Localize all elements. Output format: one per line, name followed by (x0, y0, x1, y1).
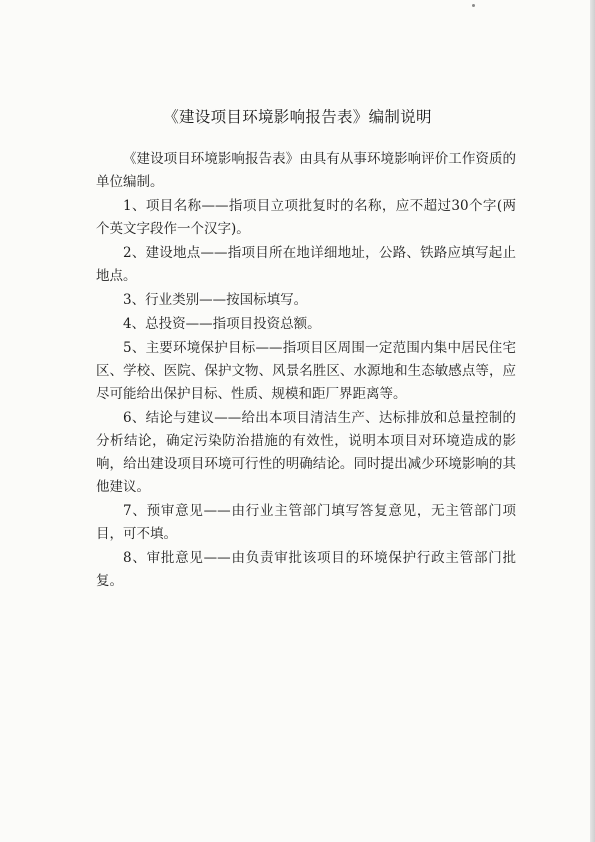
page-title: 《建设项目环境影响报告表》编制说明 (163, 108, 432, 126)
document-body (96, 148, 516, 593)
item-project-name: 1、项目名称——指项目立项批复时的名称，应不超过30个字(两个英文字段作一个汉字)。 (96, 198, 516, 237)
scan-speck (472, 4, 475, 7)
item-total-investment: 4、总投资——指项目投资总额。 (123, 316, 321, 332)
intro-paragraph: 《建设项目环境影响报告表》由具有从事环境影响评价工作资质的单位编制。 (96, 151, 516, 190)
item-conclusions: 6、结论与建议——给出本项目清洁生产、达标排放和总量控制的分析结论，确定污染防治措施的有效性，说明本项目对环境造成的影响，给出建设项目环境可行性的明确结论。同时提出减少环境影响的其他建议。 (96, 410, 516, 495)
item-industry-category: 3、行业类别——按国标填写。 (123, 292, 308, 308)
item-preliminary-review: 7、预审意见——由行业主管部门填写答复意见，无主管部门项目，可不填。 (96, 503, 516, 542)
item-construction-site: 2、建设地点——指项目所在地详细地址，公路、铁路应填写起止地点。 (96, 245, 516, 284)
item-approval-opinion: 8、审批意见——由负责审批该项目的环境保护行政主管部门批复。 (96, 550, 516, 589)
item-protection-targets: 5、主要环境保护目标——指项目区周围一定范围内集中居民住宅区、学校、医院、保护文物、风景名胜区、水源地和生态敏感点等，应尽可能给出保护目标、性质、规模和距厂界距离等。 (96, 340, 516, 402)
